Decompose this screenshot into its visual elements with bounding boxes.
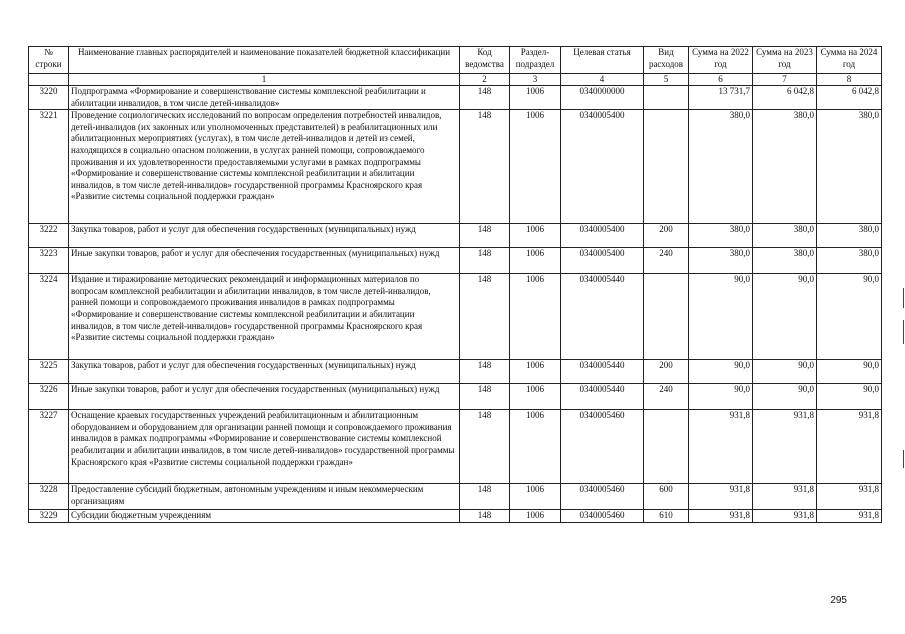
row-section: 1006 [510,110,561,224]
row-target: 0340005400 [561,248,644,274]
row-name: Закупка товаров, работ и услуг для обеспечения государственных (муниципальных) нужд [69,224,460,248]
table-row [29,274,882,360]
row-2022: 931,8 [689,510,753,523]
row-target: 0340005460 [561,484,644,510]
row-2023: 90,0 [753,274,817,360]
row-section: 1006 [510,384,561,410]
row-2024: 931,8 [817,510,882,523]
row-name: Издание и тиражирование методических рекомендаций и информационных материалов по вопросам комплексной реабилитации и абилитации инвалидов, в том числе детей-инвалидов, ранней помощи и сопровождаемого проживания инвалидов в рамках подпрограммы «Формирование и совершенствование системы комплексной реабилитации и абилитации инвалидов, в том числе детей-инвалидов» государственной программы Красноярского края «Развитие системы социальной поддержки граждан» [69,274,460,360]
row-dept: 148 [460,410,510,484]
row-2022: 931,8 [689,484,753,510]
row-name: Подпрограмма «Формирование и совершенствование системы комплексной реабилитации и абилитации инвалидов, в том числе детей-инвалидов» [69,86,460,110]
scan-mark [903,450,904,468]
table-row [29,360,882,384]
row-name: Иные закупки товаров, работ и услуг для обеспечения государственных (муниципальных) нужд [69,248,460,274]
row-dept: 148 [460,510,510,523]
row-dept: 148 [460,360,510,384]
row-target: 0340005440 [561,274,644,360]
row-2023: 931,8 [753,484,817,510]
row-expense: 610 [644,510,689,523]
row-2022: 931,8 [689,410,753,484]
table-row [29,410,882,484]
table-row [29,484,882,510]
row-no: 3222 [29,224,69,248]
table-row [29,86,882,110]
row-2023: 6 042,8 [753,86,817,110]
row-no: 3228 [29,484,69,510]
row-2023: 380,0 [753,110,817,224]
row-2022: 90,0 [689,360,753,384]
header-row-no: № строки [29,47,69,74]
header-expense: Вид расходов [644,47,689,74]
row-dept: 148 [460,384,510,410]
row-expense: 200 [644,360,689,384]
column-number-row [29,74,882,86]
row-target: 0340000000 [561,86,644,110]
row-section: 1006 [510,86,561,110]
row-dept: 148 [460,110,510,224]
row-expense [644,86,689,110]
row-2023: 931,8 [753,510,817,523]
table-row [29,110,882,224]
row-2024: 90,0 [817,384,882,410]
row-2023: 90,0 [753,384,817,410]
row-2022: 90,0 [689,274,753,360]
row-dept: 148 [460,274,510,360]
row-section: 1006 [510,274,561,360]
row-target: 0340005440 [561,360,644,384]
row-2024: 380,0 [817,224,882,248]
row-expense [644,410,689,484]
row-2024: 380,0 [817,248,882,274]
row-no: 3223 [29,248,69,274]
row-name: Предоставление субсидий бюджетным, автономным учреждениям и иным некоммерческим организациям [69,484,460,510]
row-target: 0340005440 [561,384,644,410]
row-name: Оснащение краевых государственных учреждений реабилитационным и абилитационным оборудованием и оборудованием для организации ранней помощи и сопровождаемого проживания инвалидов в рамках подпрограммы «Формирование и совершенствование системы комплексной реабилитации и абилитации инвалидов, в том числе детей-инвалидов» государственной программы Красноярского края «Развитие системы социальной поддержки граждан» [69,410,460,484]
row-target: 0340005460 [561,510,644,523]
row-2023: 380,0 [753,248,817,274]
row-section: 1006 [510,510,561,523]
row-no: 3224 [29,274,69,360]
row-2023: 380,0 [753,224,817,248]
row-target: 0340005400 [561,110,644,224]
page-number: 295 [830,595,847,606]
col-number: 1 [69,74,460,86]
col-number: 4 [561,74,644,86]
row-target: 0340005460 [561,410,644,484]
header-dept: Код ведомства [460,47,510,74]
row-name: Проведение социологических исследований по вопросам определения потребностей инвалидов, детей-инвалидов (их законных или уполномоченных представителей) в реабилитационных или абилитационных мероприятиях (услугах), в том числе детей-инвалидов и детей из семей, находящихся в социально опасном положении, в услугах ранней помощи, сопровождаемого проживания и их удовлетворенности предоставляемыми услугами в рамках подпрограммы «Формирование и совершенствование системы комплексной реабилитации и абилитации инвалидов, в том числе детей-инвалидов» государственной программы Красноярского края «Развитие системы социальной поддержки граждан» [69,110,460,224]
table-row [29,384,882,410]
col-number: 5 [644,74,689,86]
row-expense: 240 [644,248,689,274]
row-no: 3226 [29,384,69,410]
row-name: Субсидии бюджетным учреждениям [69,510,460,523]
table-row [29,248,882,274]
row-section: 1006 [510,248,561,274]
budget-table [28,46,882,523]
row-expense [644,274,689,360]
row-2024: 380,0 [817,110,882,224]
col-number: 6 [689,74,753,86]
row-name: Закупка товаров, работ и услуг для обеспечения государственных (муниципальных) нужд [69,360,460,384]
row-section: 1006 [510,224,561,248]
row-expense: 200 [644,224,689,248]
row-2022: 13 731,7 [689,86,753,110]
row-section: 1006 [510,360,561,384]
header-row [29,47,882,74]
row-expense [644,110,689,224]
row-dept: 148 [460,224,510,248]
row-2024: 931,8 [817,484,882,510]
row-no: 3225 [29,360,69,384]
header-section: Раздел-подраздел [510,47,561,74]
row-expense: 240 [644,384,689,410]
row-2022: 380,0 [689,248,753,274]
row-name: Иные закупки товаров, работ и услуг для обеспечения государственных (муниципальных) нужд [69,384,460,410]
row-target: 0340005400 [561,224,644,248]
col-number: 3 [510,74,561,86]
header-name: Наименование главных распорядителей и наименование показателей бюджетной классификации [69,47,460,74]
row-no: 3229 [29,510,69,523]
col-number-blank [29,74,69,86]
row-2024: 90,0 [817,360,882,384]
scan-mark [903,320,904,344]
scan-mark [903,288,904,308]
row-2023: 931,8 [753,410,817,484]
row-section: 1006 [510,410,561,484]
row-2023: 90,0 [753,360,817,384]
col-number: 7 [753,74,817,86]
row-no: 3221 [29,110,69,224]
row-dept: 148 [460,248,510,274]
row-2022: 380,0 [689,224,753,248]
header-2023: Сумма на 2023 год [753,47,817,74]
row-2022: 90,0 [689,384,753,410]
header-target: Целевая статья [561,47,644,74]
table-row [29,510,882,523]
row-2024: 931,8 [817,410,882,484]
table-row [29,224,882,248]
row-dept: 148 [460,484,510,510]
col-number: 8 [817,74,882,86]
row-2022: 380,0 [689,110,753,224]
row-2024: 90,0 [817,274,882,360]
row-section: 1006 [510,484,561,510]
header-2022: Сумма на 2022 год [689,47,753,74]
row-2024: 6 042,8 [817,86,882,110]
header-2024: Сумма на 2024 год [817,47,882,74]
row-no: 3227 [29,410,69,484]
row-no: 3220 [29,86,69,110]
row-expense: 600 [644,484,689,510]
row-dept: 148 [460,86,510,110]
col-number: 2 [460,74,510,86]
